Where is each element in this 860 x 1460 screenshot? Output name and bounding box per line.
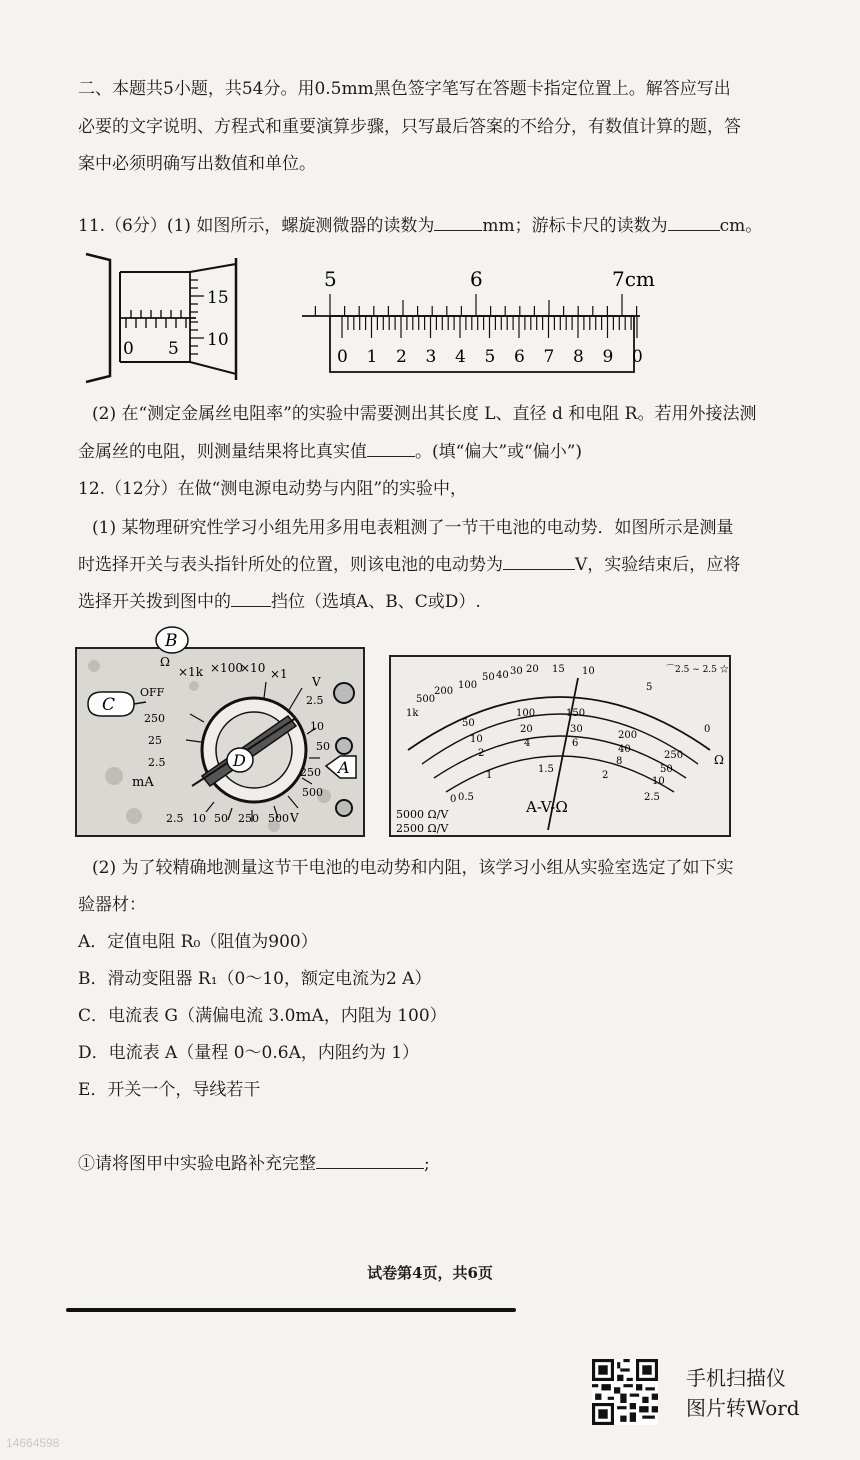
selector-ma-label: mA xyxy=(132,775,154,790)
dial-ohm-50: 50 xyxy=(482,672,495,683)
dial-dc10-10: 10 xyxy=(652,776,665,787)
equipment-option-c: C．电流表 G（满偏电流 3.0mA，内阻为 100） xyxy=(78,1006,447,1026)
selector-ohm-range-100: ×100 xyxy=(210,661,243,675)
q11-p2-text-a: 金属丝的电阻，则测量结果将比真实值 xyxy=(78,442,367,462)
q11-part-2-line-1: (2) 在“测定金属丝电阻率”的实验中需要测出其长度 L、直径 d 和电阻 R。若用外接法测 xyxy=(92,404,757,424)
dial-dc50-10: 10 xyxy=(470,734,483,745)
dial-dc10-6: 6 xyxy=(572,738,579,749)
q12-part-1-line-3 xyxy=(78,590,818,614)
q12-part-2-line-2: 验器材： xyxy=(78,895,146,915)
qr-code-icon xyxy=(592,1359,658,1425)
section-instructions-line-2: 必要的文字说明、方程式和重要演算步骤，只写最后答案的不给分，有数值计算的题，答 xyxy=(78,117,741,137)
dial-ohm-1k: 1k xyxy=(406,708,419,719)
selector-callout-B: B xyxy=(165,631,178,651)
dial-ac-0.5: 0.5 xyxy=(458,792,474,803)
dial-ac-2.5: 2.5 xyxy=(644,792,660,803)
selector-ma-range-25: 25 xyxy=(148,734,162,747)
dial-dc50-20: 20 xyxy=(520,724,533,735)
dial-dc-50: 50 xyxy=(462,718,475,729)
caliper-vernier-label: 7 xyxy=(543,347,555,367)
page-footer: 试卷第4页，共6页 xyxy=(367,1264,493,1282)
watermark-id: 14664598 xyxy=(6,1436,60,1450)
dial-top-right-symbols: ⌒2.5 ∼ 2.5 ☆ xyxy=(666,665,729,675)
dial-dc10-2: 2 xyxy=(478,748,485,759)
question-11-part-1 xyxy=(78,214,818,238)
dial-dc50-40: 40 xyxy=(618,744,631,755)
q12-p1-text-d: 挡位（选填A、B、C或D）. xyxy=(271,592,481,612)
answer-blank-caliper[interactable] xyxy=(668,214,720,231)
caliper-main-label-6: 6 xyxy=(470,267,483,291)
dial-ohm-0: 0 xyxy=(704,724,711,735)
q12-task-1-text: ①请将图甲中实验电路补充完整 xyxy=(78,1154,316,1174)
caliper-vernier-label: 5 xyxy=(484,347,496,367)
dial-ohm-15: 15 xyxy=(552,664,565,675)
selector-dcv-range-10: 10 xyxy=(310,720,324,733)
answer-blank-error[interactable] xyxy=(367,440,415,457)
micrometer-sleeve-label-5: 5 xyxy=(168,339,179,359)
dial-ohm-500: 500 xyxy=(416,694,436,705)
selector-dcv-range-2.5: 2.5 xyxy=(306,694,324,707)
q12-task-1 xyxy=(78,1152,818,1176)
equipment-option-b: B．滑动变阻器 R₁（0～10，额定电流为2 A） xyxy=(78,969,432,989)
section-instructions-line-1: 二、本题共5小题，共54分。用0.5mm黑色签字笔写在答题卡指定位置上。解答应写出 xyxy=(78,79,731,99)
caliper-vernier-label: 3 xyxy=(425,347,437,367)
caliper-vernier-label: 6 xyxy=(514,347,525,367)
vernier-caliper-diagram xyxy=(298,262,655,378)
q12-p1-text-b: V，实验结束后，应将 xyxy=(575,555,741,575)
dial-ohm-10: 10 xyxy=(582,666,595,677)
dial-ohm-5: 5 xyxy=(646,682,653,693)
micrometer-sleeve-label-0: 0 xyxy=(123,339,134,359)
selector-ohm-symbol: Ω xyxy=(160,655,170,669)
section-instructions-line-3: 案中必须明确写出数值和单位。 xyxy=(78,154,316,174)
dial-ac-1: 1 xyxy=(486,770,493,781)
dial-ohm-unit: Ω xyxy=(714,753,724,767)
selector-acv-range-10: 10 xyxy=(192,812,206,825)
caliper-vernier-label: 1 xyxy=(366,347,378,367)
answer-blank-micrometer[interactable] xyxy=(434,214,482,231)
caliper-vernier-label: 9 xyxy=(602,347,614,367)
micrometer-thimble-label-10: 10 xyxy=(207,330,229,350)
dial-dc-250: 250 xyxy=(664,750,684,761)
dial-spec-2: 2500 Ω/V xyxy=(396,822,449,835)
selector-ohm-range-1k: ×1k xyxy=(178,665,203,679)
answer-blank-switch-position[interactable] xyxy=(231,590,271,607)
dial-ohm-100: 100 xyxy=(458,680,478,691)
selector-dcv-range-500: 500 xyxy=(302,786,323,799)
answer-blank-emf[interactable] xyxy=(503,553,575,570)
q12-p1-text-a: 时选择开关与表头指针所处的位置，则该电池的电动势为 xyxy=(78,555,503,575)
selector-ohm-range-10: ×10 xyxy=(240,661,266,675)
q11-part-2-line-2 xyxy=(78,440,818,464)
question-12-head: 12.（12分）在做“测电源电动势与内阻”的实验中， xyxy=(78,479,468,499)
caliper-vernier-label: 0 xyxy=(632,347,643,367)
dial-ac-1.5: 1.5 xyxy=(538,764,554,775)
selector-callout-D: D xyxy=(233,751,246,770)
caliper-vernier-label: 0 xyxy=(337,347,348,367)
dial-ohm-20: 20 xyxy=(526,664,539,675)
dial-ohm-200: 200 xyxy=(434,686,454,697)
caliper-main-label-7cm: 7cm xyxy=(612,267,655,291)
selector-ma-range-2.5: 2.5 xyxy=(148,756,166,769)
bottom-rule-divider xyxy=(66,1308,516,1312)
selector-dcv-range-50: 50 xyxy=(316,740,330,753)
dial-center-label: A-V-Ω xyxy=(526,798,568,816)
dial-ac-0: 0 xyxy=(450,794,457,805)
q12-p1-text-c: 选择开关拨到图中的 xyxy=(78,592,231,612)
micrometer-thimble-label-15: 15 xyxy=(207,288,229,308)
dial-dc-100: 100 xyxy=(516,708,536,719)
equipment-option-d: D．电流表 A（量程 0～0.6A，内阻约为 1） xyxy=(78,1043,420,1063)
q11-tail-text: cm。 xyxy=(719,216,763,236)
selector-callout-A: A xyxy=(338,758,350,777)
q12-task-1-end: ; xyxy=(424,1154,430,1174)
selector-acv-range-250: 250 xyxy=(238,812,259,825)
multimeter-dial-diagram xyxy=(388,654,732,838)
selector-acv-range-500: 500 xyxy=(268,812,289,825)
q11-p2-text-b: 。(填“偏大”或“偏小”) xyxy=(415,442,583,462)
selector-acv-range-50: 50 xyxy=(214,812,228,825)
selector-ma-range-250: 250 xyxy=(144,712,165,725)
q12-part-1-line-1: (1) 某物理研究性学习小组先用多用电表粗测了一节干电池的电动势．如图所示是测量 xyxy=(92,518,734,538)
caliper-main-label-5: 5 xyxy=(324,267,337,291)
q11-mid-text: mm；游标卡尺的读数为 xyxy=(482,216,668,236)
equipment-option-e: E．开关一个，导线若干 xyxy=(78,1080,261,1100)
multimeter-selector-diagram xyxy=(74,626,366,840)
selector-acv-range-2.5: 2.5 xyxy=(166,812,184,825)
dial-dc-150: 150 xyxy=(566,708,586,719)
caliper-vernier-label: 2 xyxy=(396,347,407,367)
selector-dcv-symbol: V xyxy=(312,675,321,689)
dial-dc-200: 200 xyxy=(618,730,638,741)
dial-ac-2: 2 xyxy=(602,770,609,781)
selector-off-label: OFF xyxy=(140,686,165,699)
dial-dc10-4: 4 xyxy=(524,738,531,749)
equipment-option-a: A．定值电阻 R₀（阻值为900） xyxy=(78,932,318,952)
dial-spec-1: 5000 Ω/V xyxy=(396,808,449,821)
dial-dc10-8: 8 xyxy=(616,756,623,767)
scanner-ad-line-2: 图片转Word xyxy=(686,1396,800,1420)
dial-ohm-30: 30 xyxy=(510,666,523,677)
answer-blank-circuit[interactable] xyxy=(316,1152,424,1169)
caliper-vernier-label: 8 xyxy=(573,347,584,367)
selector-callout-C: C xyxy=(102,695,116,715)
micrometer-diagram xyxy=(80,250,250,386)
dial-ohm-40: 40 xyxy=(496,670,509,681)
selector-dcv-range-250: 250 xyxy=(300,766,321,779)
q12-part-2-line-1: (2) 为了较精确地测量这节干电池的电动势和内阻，该学习小组从实验室选定了如下实 xyxy=(92,858,734,878)
selector-acv-symbol: V xyxy=(290,811,299,825)
dial-dc50-50: 50 xyxy=(660,764,673,775)
selector-ohm-range-1: ×1 xyxy=(270,667,288,681)
dial-dc50-30: 30 xyxy=(570,724,583,735)
q11-head-text: 11.（6分）(1) 如图所示，螺旋测微器的读数为 xyxy=(78,216,435,236)
caliper-vernier-label: 4 xyxy=(455,347,466,367)
q12-part-1-line-2 xyxy=(78,553,818,577)
scanner-ad-line-1: 手机扫描仪 xyxy=(686,1366,786,1390)
